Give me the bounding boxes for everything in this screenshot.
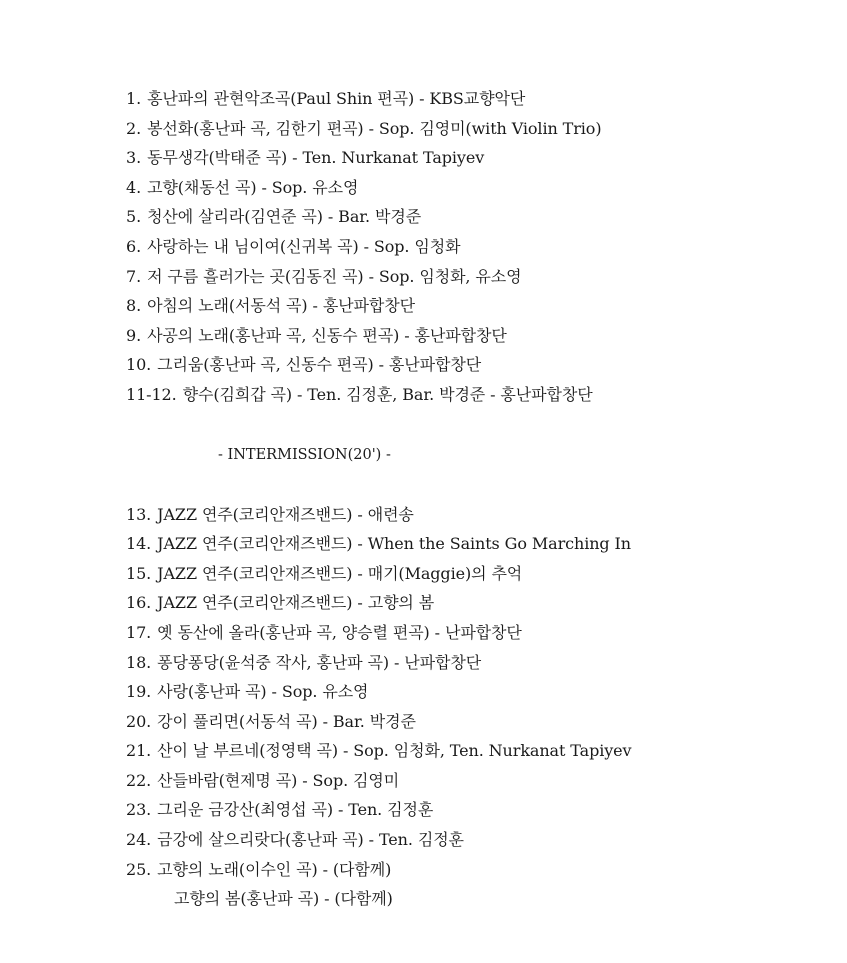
program-item-16 — [126, 588, 826, 618]
item-number: 22. — [126, 770, 152, 790]
item-text: 그리움(홍난파 곡, 신동수 편곡) - 홍난파합창단 — [157, 355, 482, 375]
item-text: 고향(채동선 곡) - Sop. 유소영 — [147, 177, 359, 197]
program-item-15 — [126, 559, 826, 589]
item-number: 18. — [126, 652, 152, 672]
item-number: 24. — [126, 830, 152, 850]
item-text: 퐁당퐁당(윤석중 작사, 홍난파 곡) - 난파합창단 — [157, 652, 482, 672]
program-item-8 — [126, 291, 826, 321]
program-item-20 — [126, 707, 826, 737]
item-text: 강이 풀리면(서동석 곡) - Bar. 박경준 — [157, 711, 416, 731]
item-number: 17. — [126, 622, 152, 642]
program-item-6 — [126, 232, 826, 262]
program-item-3 — [126, 143, 826, 173]
item-text: 청산에 살리라(김연준 곡) - Bar. 박경준 — [147, 207, 422, 227]
item-number: 20. — [126, 711, 152, 731]
intermission-label: - INTERMISSION(20') - — [218, 446, 391, 463]
item-text: 동무생각(박태준 곡) - Ten. Nurkanat Tapiyev — [147, 148, 485, 168]
program-item-5 — [126, 202, 826, 232]
program-item-14 — [126, 529, 826, 559]
item-text: 봉선화(홍난파 곡, 김한기 편곡) - Sop. 김영미(with Violin Trio) — [147, 118, 602, 138]
item-number: 11-12. — [126, 384, 177, 404]
item-text: JAZZ 연주(코리안재즈밴드) - 매기(Maggie)의 추억 — [157, 563, 523, 583]
item-text: 사랑하는 내 님이여(신귀복 곡) - Sop. 임청화 — [147, 236, 461, 256]
item-number: 1. — [126, 89, 142, 108]
item-text: 옛 동산에 올라(홍난파 곡, 양승렬 편곡) - 난파합창단 — [157, 622, 522, 642]
program-item-19 — [126, 677, 826, 707]
item-text: 금강에 살으리랏다(홍난파 곡) - Ten. 김정훈 — [157, 830, 464, 850]
item-text: 향수(김희갑 곡) - Ten. 김정훈, Bar. 박경준 - 홍난파합창단 — [182, 384, 593, 404]
item-text: JAZZ 연주(코리안재즈밴드) - 고향의 봄 — [157, 593, 435, 613]
item-number: 23. — [126, 800, 152, 820]
item-number: 13. — [126, 504, 152, 524]
program-item-2 — [126, 114, 826, 144]
program-item-25-sub: 고향의 봄(홍난파 곡) - (다함께) — [174, 889, 393, 909]
item-text: 홍난파의 관현악조곡(Paul Shin 편곡) - KBS교향악단 — [147, 89, 526, 108]
item-number: 7. — [126, 266, 142, 286]
program-item-18 — [126, 648, 826, 678]
item-text: 사공의 노래(홍난파 곡, 신동수 편곡) - 홍난파합창단 — [147, 325, 507, 345]
program-item-22 — [126, 766, 826, 796]
program-item-11-12 — [126, 380, 826, 410]
program-item-10 — [126, 350, 826, 380]
program-item-24 — [126, 825, 826, 855]
spacer — [126, 470, 826, 500]
item-number: 2. — [126, 118, 142, 138]
item-number: 21. — [126, 741, 152, 761]
item-text: 고향의 노래(이수인 곡) - (다함께) — [157, 859, 392, 879]
item-text: 산이 날 부르네(정영택 곡) - Sop. 임청화, Ten. Nurkanat Tapiyev — [157, 741, 632, 761]
item-text: 사랑(홍난파 곡) - Sop. 유소영 — [157, 682, 369, 702]
program-item-4 — [126, 173, 826, 203]
item-text: 그리운 금강산(최영섭 곡) - Ten. 김정훈 — [157, 800, 434, 820]
program-item-17 — [126, 618, 826, 648]
item-number: 15. — [126, 563, 152, 583]
program-item-23 — [126, 795, 826, 825]
item-number: 19. — [126, 682, 152, 702]
program-item-13 — [126, 500, 826, 530]
program-item-21 — [126, 736, 826, 766]
item-text: 아침의 노래(서동석 곡) - 홍난파합창단 — [147, 296, 415, 316]
item-number: 3. — [126, 148, 142, 168]
program-item-7 — [126, 262, 826, 292]
program-item-25 — [126, 855, 826, 885]
item-text: JAZZ 연주(코리안재즈밴드) - When the Saints Go Marching In — [157, 534, 631, 554]
item-number: 4. — [126, 177, 142, 197]
item-number: 8. — [126, 296, 142, 316]
program-item-1 — [126, 84, 826, 114]
item-text: 산들바람(현제명 곡) - Sop. 김영미 — [157, 770, 400, 790]
item-text: JAZZ 연주(코리안재즈밴드) - 애련송 — [157, 504, 414, 524]
item-number: 5. — [126, 207, 142, 227]
spacer — [126, 410, 826, 440]
item-number: 6. — [126, 236, 142, 256]
program-list — [126, 84, 826, 914]
item-number: 14. — [126, 534, 152, 554]
item-number: 10. — [126, 355, 152, 375]
program-item-9 — [126, 321, 826, 351]
item-text: 저 구름 흘러가는 곳(김동진 곡) - Sop. 임청화, 유소영 — [147, 266, 522, 286]
item-number: 9. — [126, 325, 142, 345]
item-number: 25. — [126, 859, 152, 879]
item-number: 16. — [126, 593, 152, 613]
